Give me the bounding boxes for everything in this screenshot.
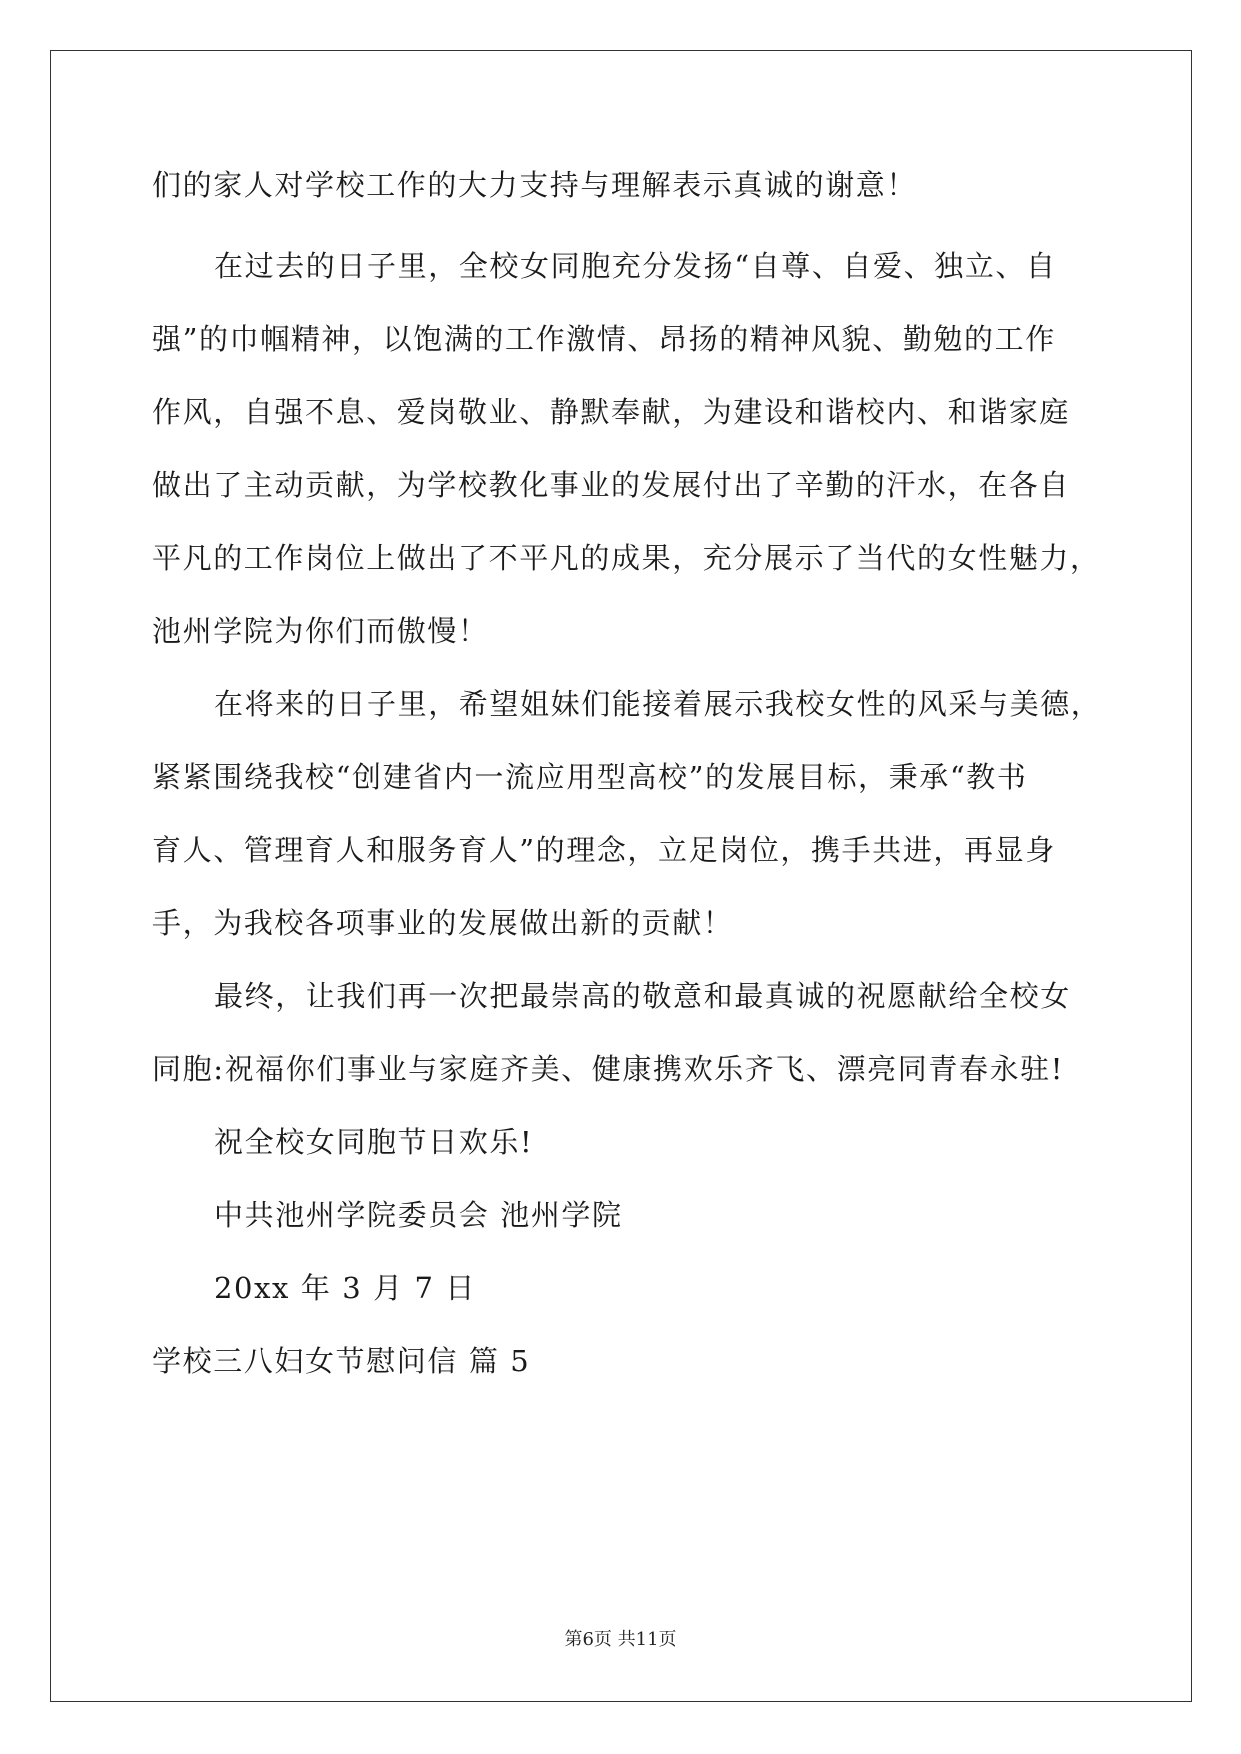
page-number: 第6页 共11页 (564, 1629, 677, 1650)
text-line: 育人、管理育人和服务育人”的理念，立足岗位，携手共进，再显身 (152, 833, 1056, 867)
text-line: 同胞:祝福你们事业与家庭齐美、健康携欢乐齐飞、漂亮同青春永驻! (152, 1052, 1065, 1086)
closing-greeting: 祝全校女同胞节日欢乐! (214, 1125, 534, 1159)
date: 20xx 年 3 月 7 日 (214, 1271, 477, 1305)
text-line: 手，为我校各项事业的发展做出新的贡献！ (152, 906, 734, 940)
paragraph-start: 在将来的日子里，希望姐妹们能接着展示我校女性的风采与美德， (214, 687, 1102, 721)
text-line: 做出了主动贡献，为学校教化事业的发展付出了辛勤的汗水，在各自 (152, 468, 1071, 502)
text-line: 池州学院为你们而傲慢！ (152, 614, 489, 648)
page-border (50, 50, 1192, 1702)
paragraph-start: 最终，让我们再一次把最崇高的敬意和最真诚的祝愿献给全校女 (214, 979, 1071, 1013)
text-line: 作风，自强不息、爱岗敬业、静默奉献，为建设和谐校内、和谐家庭 (152, 395, 1071, 429)
text-line: 紧紧围绕我校“创建省内一流应用型高校”的发展目标，秉承“教书 (152, 760, 1028, 794)
text-line: 平凡的工作岗位上做出了不平凡的成果，充分展示了当代的女性魅力， (152, 541, 1101, 575)
section-heading: 学校三八妇女节慰问信 篇 5 (152, 1344, 531, 1378)
text-line: 们的家人对学校工作的大力支持与理解表示真诚的谢意！ (152, 168, 918, 202)
signature: 中共池州学院委员会 池州学院 (214, 1198, 623, 1232)
text-line: 强”的巾帼精神，以饱满的工作激情、昂扬的精神风貌、勤勉的工作 (152, 322, 1056, 356)
paragraph-start: 在过去的日子里，全校女同胞充分发扬“自尊、自爱、独立、自 (214, 249, 1057, 283)
